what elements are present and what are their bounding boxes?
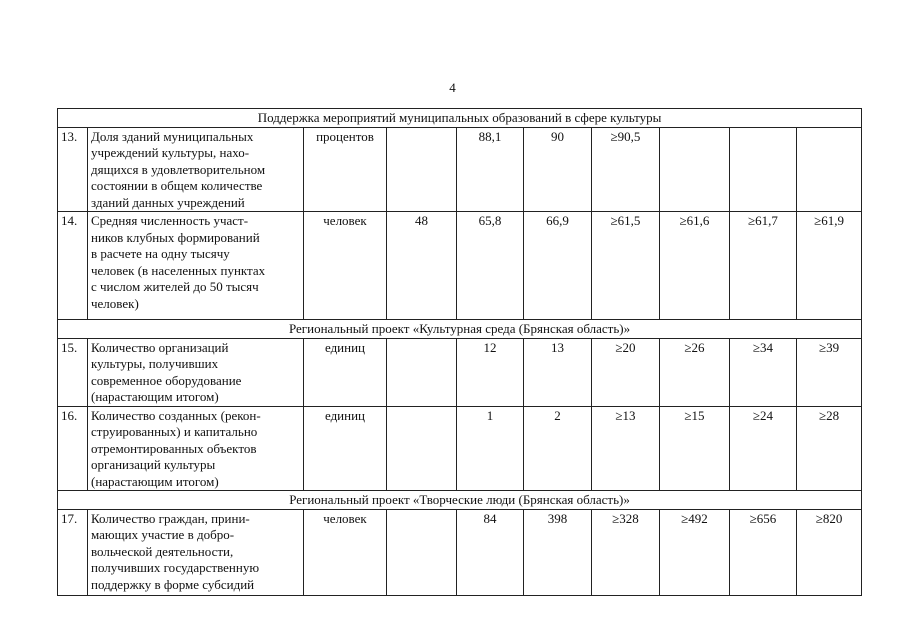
table-row xyxy=(58,338,862,406)
row-number: 17. xyxy=(58,509,88,595)
section-heading-row xyxy=(58,109,862,128)
value-cell: ≥61,5 xyxy=(592,212,660,320)
value-cell: ≥34 xyxy=(730,338,797,406)
unit-of-measure: процентов xyxy=(304,127,387,212)
value-cell: 66,9 xyxy=(524,212,592,320)
value-cell xyxy=(730,127,797,212)
indicator-name-line: мающих участие в добро- xyxy=(91,527,235,542)
value-cell: ≥28 xyxy=(797,406,862,491)
indicator-name-line: человек) xyxy=(91,295,139,311)
indicators-table-body xyxy=(58,109,862,596)
indicator-name-line: поддержку в форме субсидий xyxy=(91,576,255,592)
value-cell: ≥15 xyxy=(660,406,730,491)
value-cell xyxy=(387,406,457,491)
row-number: 15. xyxy=(58,338,88,406)
indicator-name-line: получивших государственную xyxy=(91,560,260,575)
value-cell: ≥61,7 xyxy=(730,212,797,320)
indicator-name xyxy=(88,127,304,212)
value-cell: 48 xyxy=(387,212,457,320)
indicators-table xyxy=(57,108,862,596)
value-cell: 13 xyxy=(524,338,592,406)
value-cell: ≥24 xyxy=(730,406,797,491)
value-cell xyxy=(387,338,457,406)
indicator-name-line: Количество организаций xyxy=(91,339,229,355)
indicator-name-line: Количество созданных (рекон- xyxy=(91,407,261,423)
section-heading: Поддержка мероприятий муниципальных образований в сфере культуры xyxy=(58,109,862,128)
value-cell: 2 xyxy=(524,406,592,491)
indicator-name xyxy=(88,212,304,320)
table-row xyxy=(58,509,862,595)
indicator-name-line: ников клубных формирований xyxy=(91,229,260,245)
table-row xyxy=(58,406,862,491)
row-number: 16. xyxy=(58,406,88,491)
table-row xyxy=(58,212,862,320)
indicator-name xyxy=(88,406,304,491)
section-heading: Региональный проект «Творческие люди (Брянская область)» xyxy=(58,491,862,510)
indicator-name-line: человек (в населенных пунктах xyxy=(91,262,266,278)
value-cell: ≥328 xyxy=(592,509,660,595)
value-cell: ≥656 xyxy=(730,509,797,595)
value-cell: 12 xyxy=(457,338,524,406)
row-number: 13. xyxy=(58,127,88,212)
unit-of-measure: единиц xyxy=(304,338,387,406)
indicator-name-line: (нарастающим итогом) xyxy=(91,473,219,489)
value-cell xyxy=(387,127,457,212)
indicator-name-line: современное оборудование xyxy=(91,372,242,388)
indicator-name-line: вольческой деятельности, xyxy=(91,543,234,559)
value-cell: ≥61,6 xyxy=(660,212,730,320)
indicator-name-line: состоянии в общем количестве xyxy=(91,178,263,193)
indicator-name-line: струированных) и капитально xyxy=(91,424,258,439)
value-cell: ≥90,5 xyxy=(592,127,660,212)
section-heading: Региональный проект «Культурная среда (Брянская область)» xyxy=(58,320,862,339)
unit-of-measure: единиц xyxy=(304,406,387,491)
indicator-name-line: отремонтированных объектов xyxy=(91,440,257,456)
indicator-name xyxy=(88,509,304,595)
indicator-name-line: Доля зданий муниципальных xyxy=(91,128,254,144)
value-cell: ≥492 xyxy=(660,509,730,595)
indicator-name-line: в расчете на одну тысячу xyxy=(91,246,230,261)
section-heading-row xyxy=(58,491,862,510)
value-cell xyxy=(387,509,457,595)
indicator-name xyxy=(88,338,304,406)
row-number: 14. xyxy=(58,212,88,320)
value-cell: 90 xyxy=(524,127,592,212)
value-cell: ≥820 xyxy=(797,509,862,595)
indicator-name-line: учреждений культуры, нахо- xyxy=(91,145,250,160)
value-cell: ≥61,9 xyxy=(797,212,862,320)
value-cell xyxy=(797,127,862,212)
indicator-name-line: Средняя численность участ- xyxy=(91,213,249,228)
section-heading-row xyxy=(58,320,862,339)
indicator-name-line: Количество граждан, прини- xyxy=(91,510,250,526)
value-cell: ≥39 xyxy=(797,338,862,406)
value-cell: 1 xyxy=(457,406,524,491)
value-cell: 65,8 xyxy=(457,212,524,320)
unit-of-measure: человек xyxy=(304,509,387,595)
value-cell: 88,1 xyxy=(457,127,524,212)
indicator-name-line: (нарастающим итогом) xyxy=(91,389,219,404)
indicator-name-line: с числом жителей до 50 тысяч xyxy=(91,279,259,294)
page-number: 4 xyxy=(449,80,456,95)
value-cell: 84 xyxy=(457,509,524,595)
indicator-name-line: культуры, получивших xyxy=(91,356,219,371)
value-cell: ≥26 xyxy=(660,338,730,406)
value-cell xyxy=(660,127,730,212)
value-cell: ≥20 xyxy=(592,338,660,406)
table-row xyxy=(58,127,862,212)
indicator-name-line: зданий данных учреждений xyxy=(91,194,245,210)
value-cell: 398 xyxy=(524,509,592,595)
unit-of-measure: человек xyxy=(304,212,387,320)
indicator-name-line: дящихся в удовлетворительном xyxy=(91,161,266,177)
value-cell: ≥13 xyxy=(592,406,660,491)
indicator-name-line: организаций культуры xyxy=(91,457,216,472)
